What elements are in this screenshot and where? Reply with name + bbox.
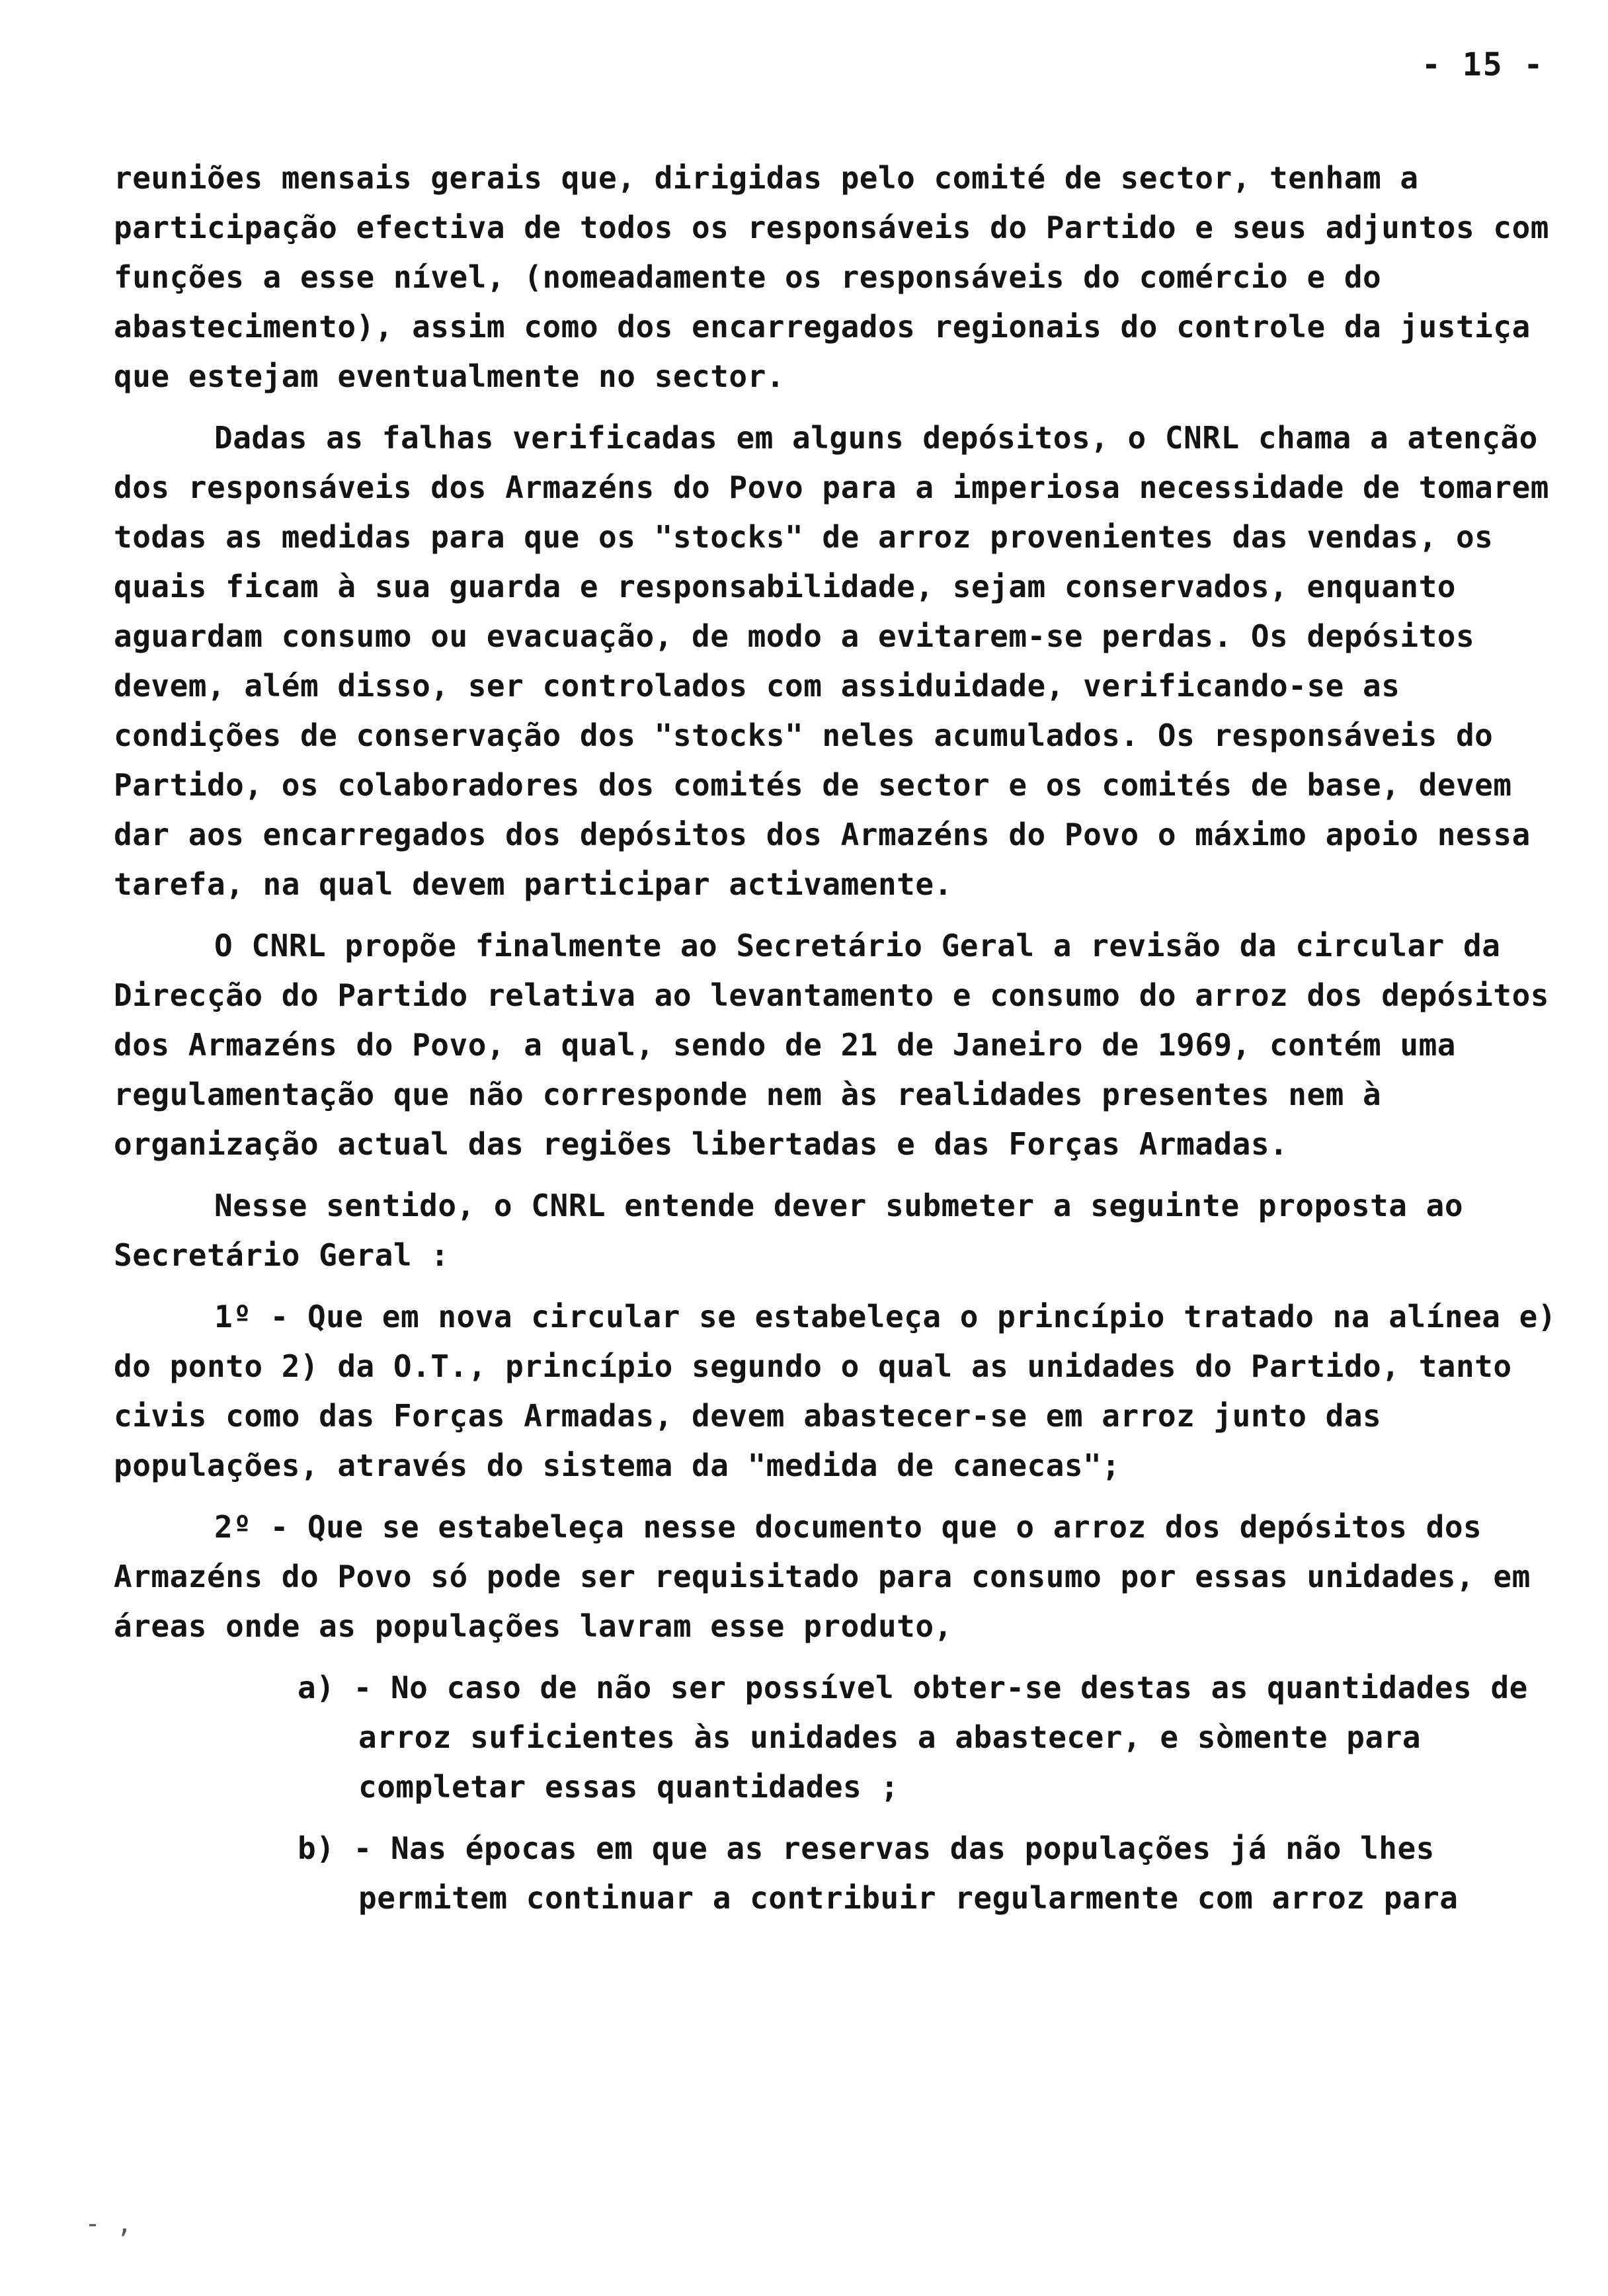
paragraph-proposal: O CNRL propõe finalmente ao Secretário Geral a revisão da circular da Direcção do Partido relativa ao levantamento e consumo do arroz dos depósitos dos Armazéns do Povo, a qual, sendo de 21 de Janeiro de 1969, contém uma regulamentação que não corresponde nem às realidades presentes nem à organização actual das regiões libertadas e das Forças Armadas. bbox=[114, 928, 1549, 1162]
paragraph-point-2: 2º - Que se estabeleça nesse documento que o arroz dos depósitos dos Armazéns do Povo só pode ser requisitado para consumo por essas unidades, em áreas onde as populações lavram esse produto, bbox=[114, 1509, 1531, 1644]
paragraph-submission: Nesse sentido, o CNRL entende dever submeter a seguinte proposta ao Secretário Geral : bbox=[114, 1188, 1464, 1273]
paragraph-point-1: 1º - Que em nova circular se estabeleça o princípio tratado na alínea e) do ponto 2) da O.T., princípio segundo o qual as unidades do Partido, tanto civis como das Forças Armadas, devem abastecer-se em arroz junto das populações, através do sistema da "medida de canecas"; bbox=[114, 1299, 1556, 1483]
paragraph-meetings: reuniões mensais gerais que, dirigidas pelo comité de sector, tenham a participação efectiva de todos os responsáveis do Partido e seus adjuntos com funções a esse nível, (nomeadamente os responsáveis do comércio e do abastecimento), assim como dos encarregados regionais do controle da justiça que estejam eventualmente no sector. bbox=[114, 160, 1549, 394]
sub-item-a: a) - No caso de não ser possível obter-se destas as quantidades de arroz suficientes às unidades a abastecer, e sòmente para completar essas quantidades ; bbox=[298, 1670, 1528, 1805]
document-body bbox=[114, 153, 1568, 1935]
paragraph-deposits: Dadas as falhas verificadas em alguns depósitos, o CNRL chama a atenção dos responsáveis dos Armazéns do Povo para a imperiosa necessidade de tomarem todas as medidas para que os "stocks" de arroz provenientes das vendas, os quais ficam à sua guarda e responsabilidade, sejam conservados, enquanto aguardam consumo ou evacuação, de modo a evitarem-se perdas. Os depósitos devem, além disso, ser controlados com assiduidade, verificando-se as condições de conservação dos "stocks" neles acumulados. Os responsáveis do Partido, os colaboradores dos comités de sector e os comités de base, devem dar aos encarregados dos depósitos dos Armazéns do Povo o máximo apoio nessa tarefa, na qual devem participar activamente. bbox=[114, 420, 1549, 902]
page-number: - 15 - bbox=[1422, 46, 1545, 83]
corner-mark: - , bbox=[85, 2209, 133, 2239]
sub-item-b: b) - Nas épocas em que as reservas das populações já não lhes permitem continuar a contribuir regularmente com arroz para bbox=[298, 1830, 1459, 1916]
